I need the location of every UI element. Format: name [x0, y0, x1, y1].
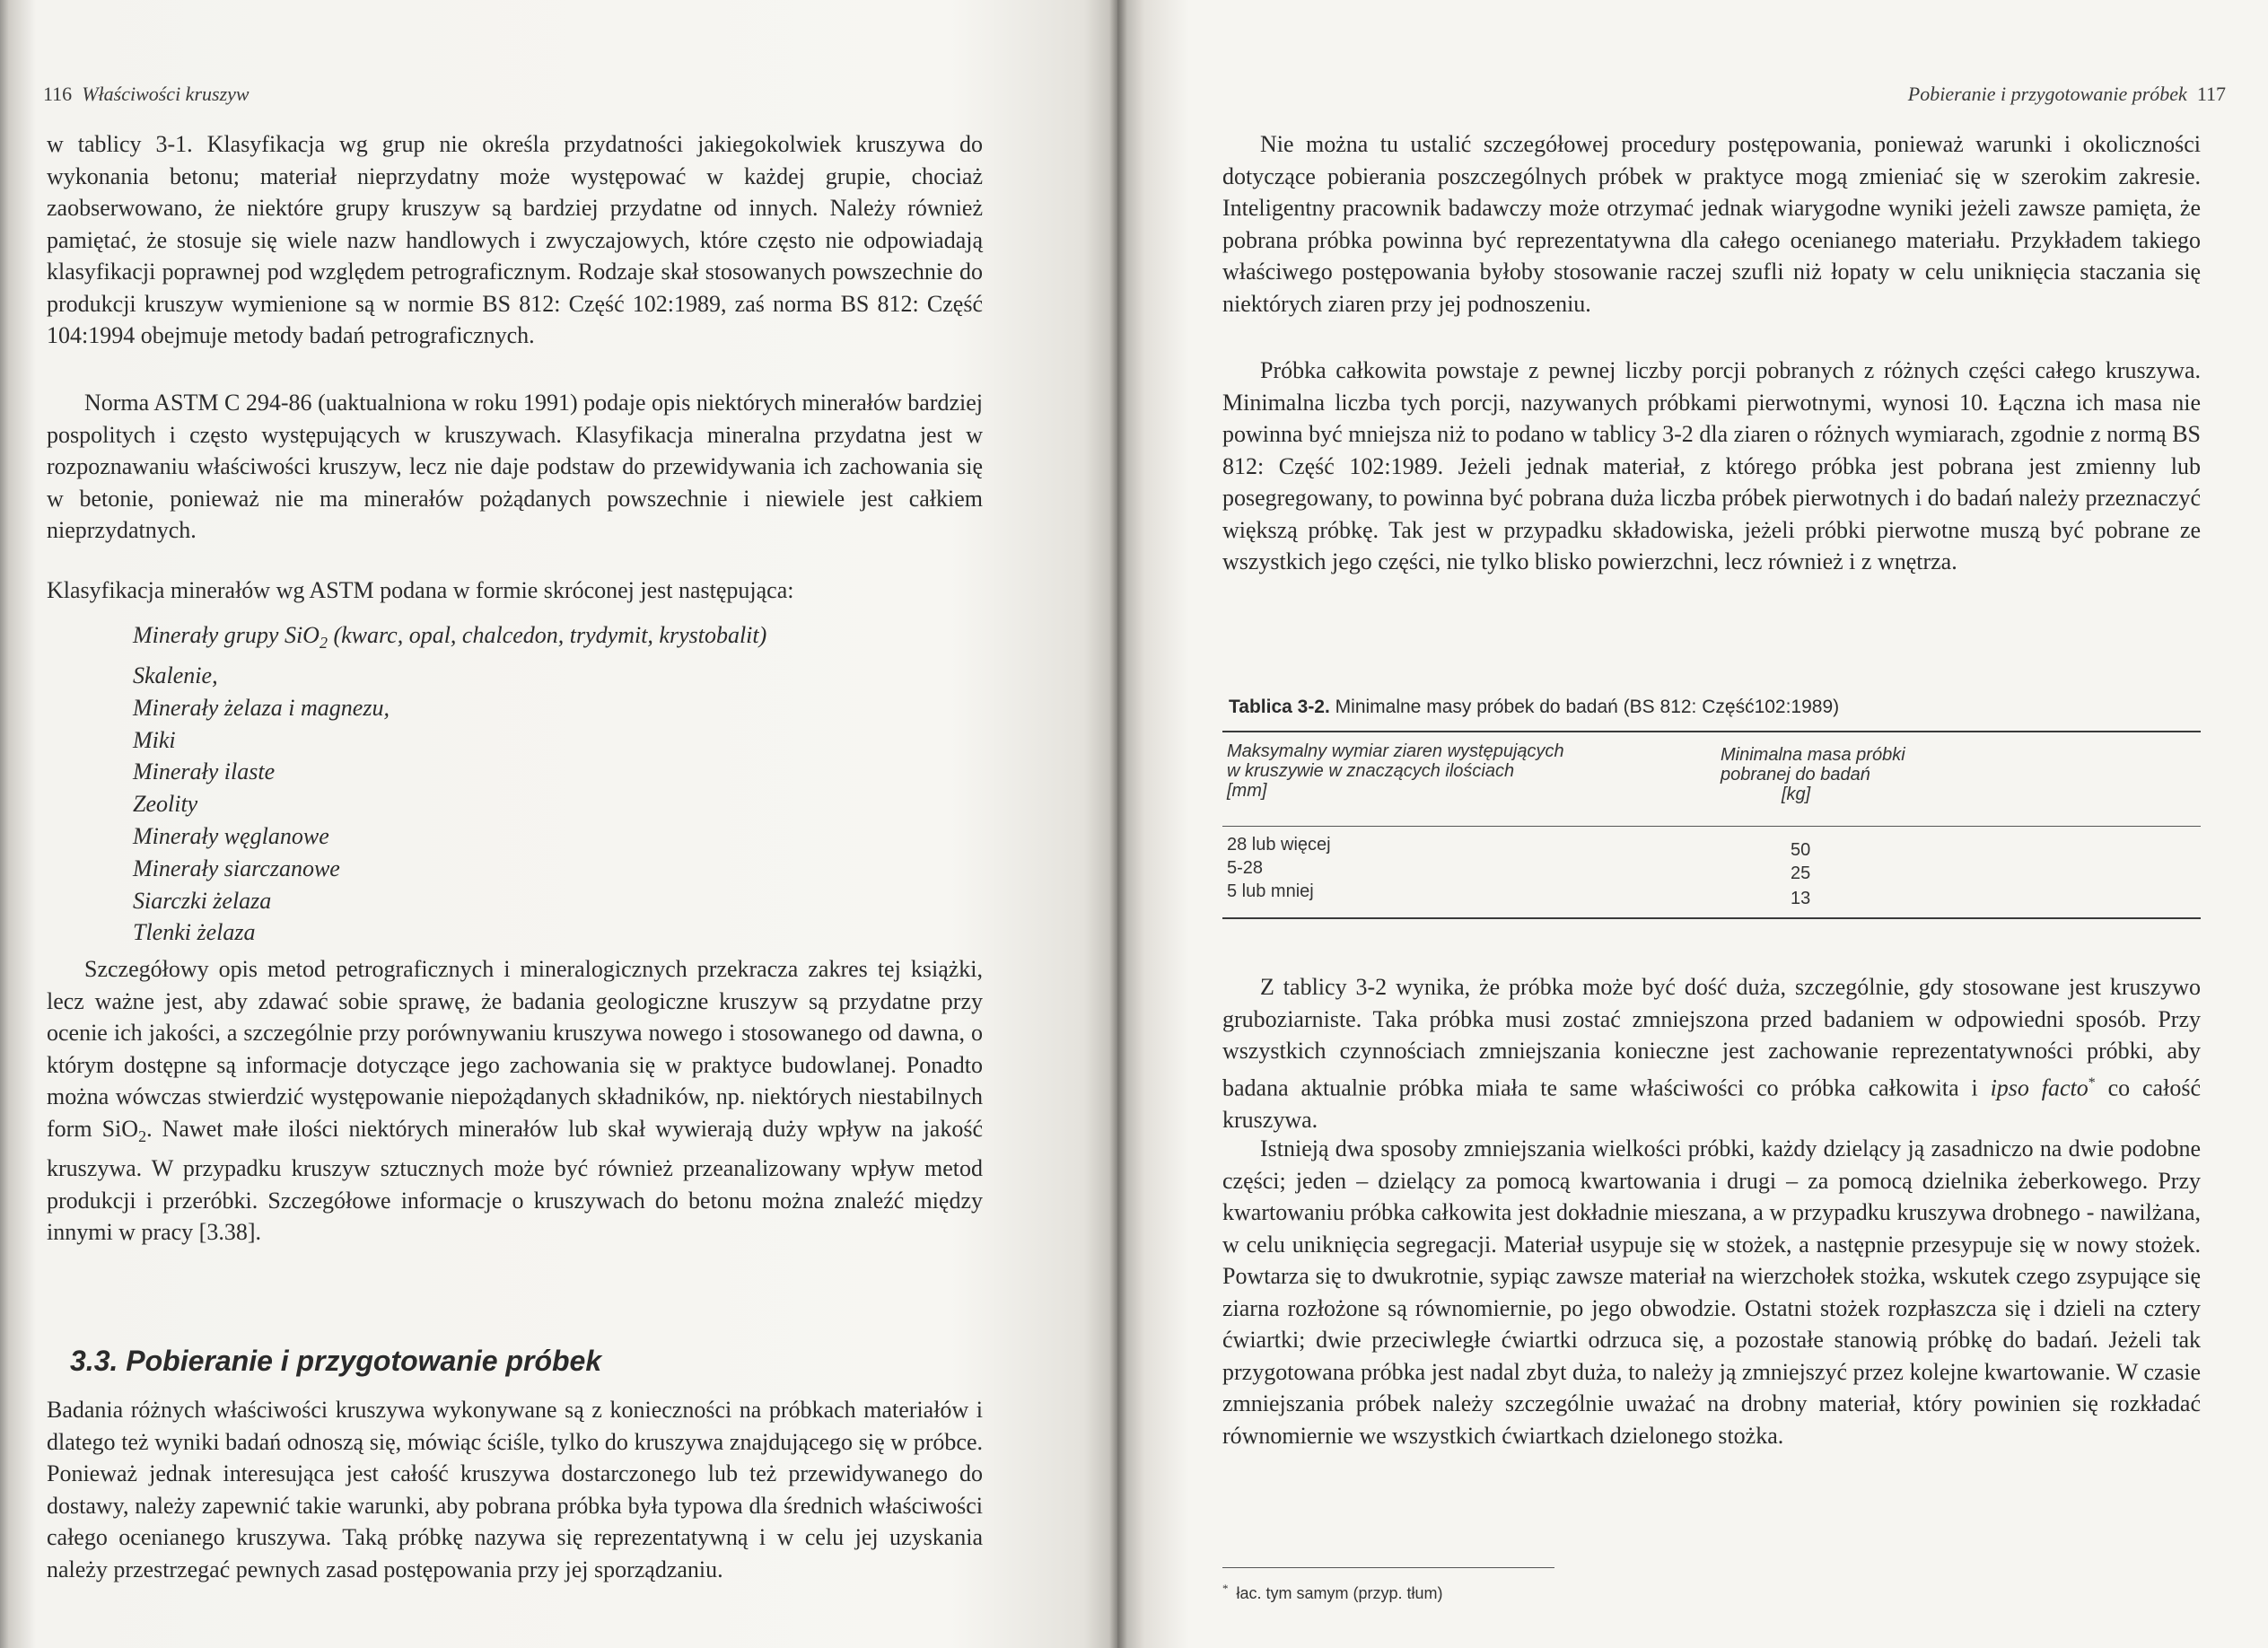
right-paragraph-4: Istnieją dwa sposoby zmniejszania wielkości próbki, każdy dzielący ją zasadniczo na dwie podobne części; jeden – dzielący za pomocą kwartowania i drugi – za pomocą dzielnika żeberkowego. Przy kwartowaniu próbka całkowita jest dokładnie mieszana, a w przypadku kruszywa drobnego - nawilżana, w celu uniknięcia segregacji. Materiał usypuje się w stożek, a następnie przesypuje się w nowy stożek. Powtarza się to dwukrotnie, sypiąc zawsze materiał na wierzchołek stożka, wskutek czego zsypujące się ziarna rozłożone są równomiernie, po jego obwodzie. Ostatni stożek rozpłaszcza się i dzieli na cztery ćwiartki; dwie przeciwległe ćwiartki odrzuca się, a pozostałe stanowią próbkę do badań. Jeżeli tak przygotowana próbka jest nadal zbyt duża, to należy ją zmniejszyć przez kolejne kwartowanie. W czasie zmniejszania próbek należy szczególnie uważać na drobny materiał, który powinien się rozkładać równomiernie we wszystkich ćwiartkach dzielonego stożka. [1222, 1135, 2201, 1449]
left-paragraph-3: Szczegółowy opis metod petrograficznych i mineralogicznych przekracza zakres tej książki, lecz ważne jest, aby zdawać sobie sprawę, że badania geologiczne kruszyw są przydatne przy ocenie ich jakości, a szczególnie przy porównywaniu kruszywa nowego i stosowanego od dawna, o którym dostępne są informacje dotyczące jego zachowania się w praktyce budowlanej. Ponadto można wówczas stwierdzić występowanie niepożądanych składników, np. niektórych niestabilnych form SiO$_2$. Nawet małe ilości niektórych minerałów lub skał wywierają duży wpływ na jakość kruszywa. W przypadku kruszyw sztucznych może być również przeanalizowany wpływ metod produkcji i przeróbki. Szczegółowe informacje o kruszywach do betonu można znaleźć między innymi w pracy [3.38]. [47, 956, 984, 1246]
mineral-item: Minerały węglanowe [133, 822, 329, 849]
mineral-item: Siarczki żelaza [133, 887, 272, 914]
table-header-size: Maksymalny wymiar ziaren występujących w kruszywie w znaczących ilościach [mm] [1227, 741, 1564, 801]
table-cell-mass: 13 [1791, 889, 1811, 908]
right-paragraph-3: Z tablicy 3-2 wynika, że próbka może być dość duża, szczególnie, gdy stosowane jest kruszywo gruboziarniste. Taka próbka musi zostać zmniejszona przed badaniem w odpowiedni sposób. Przy wszystkich czynnościach zmniejszania konieczne jest zachowanie reprezentatywności próbki, aby badana aktualnie próbka miała te same właściwości co próbka całkowita i ipso facto* co całość kruszywa. [1222, 974, 2201, 1133]
right-page [1117, 0, 2268, 1648]
table-bottom-rule [1222, 917, 2201, 919]
mineral-list [133, 619, 766, 949]
left-paragraph-1: w tablicy 3-1. Klasyfikacja wg grup nie określa przydatności jakiegokolwiek kruszywa do wykonania betonu; materiał nieprzydatny może występować w każdej grupie, chociaż zaobserwowano, że niektóre grupy kruszyw są bardziej przydatne od innych. Należy również pamiętać, że stosuje się wiele nazw handlowych i zwyczajowych, które często nie odpowiadają klasyfikacji poprawnej pod względem petrograficznym. Rodzaje skał stosowanych powszechnie do produkcji kruszyw wymienione są w normie BS 812: Część 102:1989, zaś norma BS 812: Część 104:1994 obejmuje metody badań petrograficznych. [47, 131, 983, 348]
left-running-head [43, 83, 250, 106]
mineral-item: Zeolity [133, 791, 198, 818]
book-spine-shadow [1109, 0, 1127, 1648]
table-caption: Tablica 3-2. Minimalne masy próbek do badań (BS 812: Część102:1989) [1229, 697, 1840, 717]
footnote: * łac. tym samym (przyp. tłum) [1222, 1582, 1443, 1602]
table-row: 28 lub więcej [1227, 835, 1331, 855]
mineral-item: Tlenki żelaza [133, 919, 256, 946]
table-top-rule [1222, 731, 2201, 732]
right-paragraph-2: Próbka całkowita powstaje z pewnej liczby porcji pobranych z różnych części całego kruszywa. Minimalna liczba tych porcji, nazywanych próbkami pierwotnymi, wynosi 10. Łączna ich masa nie powinna być mniejsza niż to podano w tablicy 3-2 dla ziaren o różnych wymiarach, zgodnie z normą BS 812: Część 102:1989. Jeżeli jednak materiał, z którego próbka jest pobrana jest zmienny lub posegregowany, to powinna być pobrana duża liczba próbek pierwotnych i do badań należy przeznaczyć większą próbkę. Tak jest w przypadku składowiska, jeżeli próbki pierwotne muszą być pobrane ze wszystkich jego części, nie tylko blisko powierzchni, lecz również i z wnętrza. [1222, 357, 2201, 574]
table-row: 5 lub mniej [1227, 881, 1314, 901]
table-cell-mass: 50 [1791, 840, 1811, 860]
table-cell-mass: 25 [1791, 863, 1811, 883]
mineral-item: Miki [133, 726, 176, 753]
mineral-item: Minerały ilaste [133, 758, 276, 785]
footnote-rule [1222, 1567, 1554, 1568]
mineral-item: Skalenie, [133, 662, 218, 688]
left-page [0, 0, 1117, 1648]
right-running-title: Pobieranie i przygotowanie próbek [1907, 83, 2187, 105]
table-header-mass: Minimalna masa próbki pobranej do badań [kg] [1721, 745, 1905, 804]
right-running-head [1908, 83, 2226, 106]
table-header-rule [1222, 826, 2201, 827]
mineral-item: Minerały żelaza i magnezu, [133, 694, 390, 721]
right-page-number: 117 [2196, 83, 2226, 105]
left-running-title: Właściwości kruszyw [82, 83, 250, 105]
right-paragraph-1: Nie można tu ustalić szczegółowej procedury postępowania, ponieważ warunki i okoliczności dotyczące pobierania poszczególnych próbek w praktyce mogą zmieniać się w szerokim zakresie. Inteligentny pracownik badawczy może otrzymać jednak wiarygodne wyniki jeżeli zawsze pamięta, że pobrana próbka powinna być reprezentatywna dla całego ocenianego materiału. Przykładem takiego właściwego postępowania byłoby stosowanie raczej szufli niż łopaty w celu uniknięcia staczania się niektórych ziaren przy jej podnoszeniu. [1222, 131, 2201, 317]
left-paragraph-4: Badania różnych właściwości kruszywa wykonywane są z konieczności na próbkach materiałów i dlatego też wyniki badań odnoszą się, mówiąc ściśle, tylko do kruszywa znajdującego się w próbce. Ponieważ jednak interesująca jest całość kruszywa dostarczonego lub też przewidywanego do dostawy, należy zapewnić takie warunki, aby pobrana próbka była typowa dla średnich właściwości całego ocenianego kruszywa. Taką próbkę nazywa się reprezentatywną i w celu jej uzyskania należy przestrzegać pewnych zasad postępowania przy jej sporządzaniu. [47, 1397, 983, 1582]
left-paragraph-2: Norma ASTM C 294-86 (uaktualniona w roku 1991) podaje opis niektórych minerałów bardziej pospolitych i często występujących w kruszywach. Klasyfikacja mineralna przydatna jest w rozpoznawaniu właściwości kruszyw, lecz nie daje podstaw do przewidywania ich zachowania się w betonie, ponieważ nie ma minerałów pożądanych powszechnie i niewiele jest całkiem nieprzydatnych. [47, 390, 983, 543]
mineral-item: Minerały grupy SiO$_2$ (kwarc, opal, chalcedon, trydymit, krystobalit) [133, 622, 767, 653]
list-intro: Klasyfikacja minerałów wg ASTM podana w formie skróconej jest następująca: [47, 577, 794, 603]
left-page-number: 116 [43, 83, 73, 105]
table-row: 5-28 [1227, 858, 1264, 878]
mineral-item: Minerały siarczanowe [133, 855, 340, 881]
section-heading: 3.3. Pobieranie i przygotowanie próbek [70, 1345, 602, 1377]
